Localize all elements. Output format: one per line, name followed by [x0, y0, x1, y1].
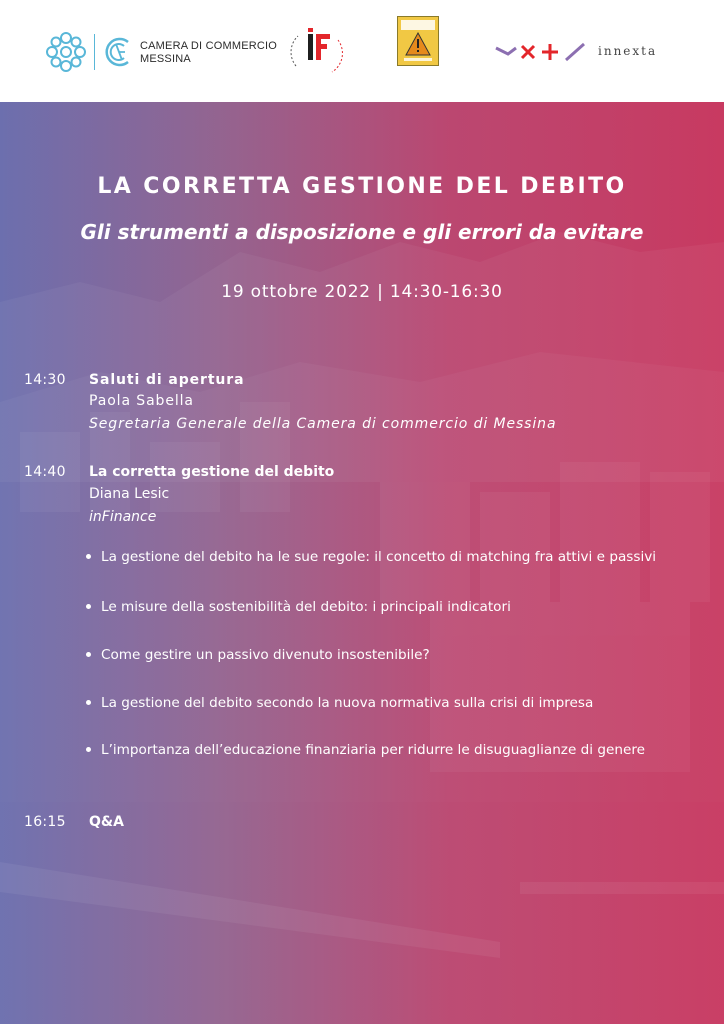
- warning-sign-icon: [398, 17, 438, 65]
- if-imprenditoria-femminile-logo: [288, 26, 346, 80]
- camera-emblem-icon: [102, 34, 134, 70]
- flower-icon: [44, 30, 88, 74]
- topic-text: Come gestire un passivo divenuto insostenibile?: [101, 647, 430, 663]
- slot-speaker: Diana Lesic: [89, 486, 170, 502]
- poster-body: [0, 102, 724, 1024]
- consigliera-parita-logo: [372, 14, 472, 88]
- slot-speaker: Paola Sabella: [89, 393, 194, 409]
- program-slot-qa: [0, 814, 724, 838]
- bullet-icon: [86, 554, 91, 559]
- topic-text: La gestione del debito secondo la nuova normativa sulla crisi di impresa: [101, 695, 594, 711]
- innexta-logo: [494, 36, 684, 66]
- innexta-mark-icon: [494, 36, 594, 66]
- slot-title: Saluti di apertura: [89, 372, 245, 388]
- topic-text: La gestione del debito ha le sue regole: il concetto di matching fra attivi e passivi: [101, 549, 657, 565]
- event-subtitle: Gli strumenti a disposizione e gli errori da evitare: [80, 220, 644, 244]
- event-date: 19 ottobre 2022 | 14:30-16:30: [221, 282, 503, 302]
- slot-speaker-role: inFinance: [89, 509, 157, 525]
- innexta-wordmark: innexta: [598, 44, 658, 58]
- program-slot-debt-management: [0, 462, 724, 532]
- bullet-icon: [86, 747, 91, 752]
- slot-time: 16:15: [24, 814, 66, 830]
- bullet-icon: [86, 604, 91, 609]
- topic-text: Le misure della sostenibilità del debito: i principali indicatori: [101, 599, 511, 615]
- topic-text: L’importanza dell’educazione finanziaria per ridurre le disuguaglianze di genere: [101, 742, 645, 758]
- camera-name: [140, 40, 277, 66]
- logo-divider: [94, 34, 95, 70]
- logo-header: [0, 0, 724, 102]
- slot-title: La corretta gestione del debito: [89, 464, 335, 480]
- consigliera-badge: [397, 16, 439, 66]
- slot-time: 14:40: [24, 464, 66, 480]
- program-slot-opening: [0, 370, 724, 440]
- slot-title: Q&A: [89, 814, 124, 830]
- bullet-icon: [86, 700, 91, 705]
- camera-di-commercio-logo: [44, 30, 278, 74]
- camera-name-line1: CAMERA DI COMMERCIO: [140, 40, 278, 52]
- camera-name-line2: MESSINA: [140, 53, 191, 65]
- slot-speaker-role: Segretaria Generale della Camera di commercio di Messina: [89, 416, 557, 432]
- slot-time: 14:30: [24, 372, 66, 388]
- event-title: LA CORRETTA GESTIONE DEL DEBITO: [97, 174, 627, 199]
- if-logo-graphic: [288, 26, 346, 80]
- bullet-icon: [86, 652, 91, 657]
